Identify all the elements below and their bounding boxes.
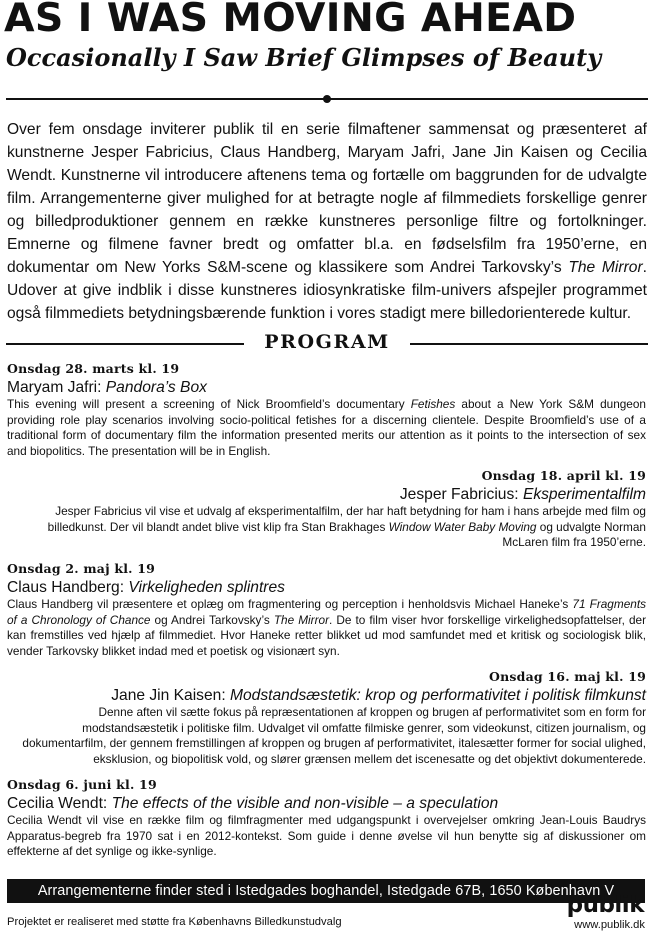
event-description [7,705,646,767]
divider-dot-icon [323,95,331,103]
intro-text-part2: . Udover at give indblik i disse kunstneres idiosynkratiske film-univers afspejler programmet også filmmediets betydningsbærende funktion i vores stadigt mere billedorienterede kultur. [7,259,647,322]
event-film-title: Fetishes [410,397,456,411]
event-film-title: Window Water Baby Moving [388,519,537,534]
event-text: This evening will present a screening of Nick Broomfield’s documentary [7,397,411,411]
website-link[interactable]: www.publik.dk [574,919,645,931]
event-date: Onsdag 16. maj kl. 19 [489,669,646,684]
event-description [7,813,646,860]
event-heading [7,794,646,813]
intro-text-part1: Over fem onsdage inviterer publik til en serie filmaftener sammensat og præsenteret af kunstnerne Jesper Fabricius, Claus Handberg, Maryam Jafri, Jane Jin Kaisen og Cecilia Wendt. Kunstnerne vil introducere aftenens tema og fortælle om baggrunden for de udvalgte film. Arrangementerne giver mulighed for at betragte nogle af filmmediets forskellige genrer og billedproduktioner gennem en række kunstneres personlige filtre og fortolkninger. Emnerne og filmene favner bredt og omfatter bl.a. en fødselsfilm fra 1950’erne, en dokumentar om New Yorks S&M-scene og klassikere som Andrei Tarkovsky’s [7,121,647,276]
event-text: og udvalgte Norman McLaren film fra 1950’erne. [502,519,646,550]
event-title: Eksperimentalfilm [522,486,646,503]
event-text: Cecilia Wendt vil vise en række film og filmfragmenter med udgangspunkt i overvejelser omkring Jean-Louis Baudrys Apparatus-begreb fra 1970 sat i en 2012-kontekst. Som guide i denne øvelse vil hun benytte sig af diskussioner om effekterne af det synlige og ikke-synlige. [7,813,646,859]
event-cecilia-wendt [7,776,646,860]
event-text: Denne aften vil sætte fokus på repræsentationen af kroppen og brugen af performativitet som en form for modstandsæstetik i politiske film. Udvalget vil omfatte filmiske genrer, som videokunst, citizen journalism, og dokumentarfilm, der gennem fremstillingen af kroppen og brugen af performativitet, italesætter former for social ulighed, eksklusion, og biopolitisk vold, og slører grænsen mellem det iscenesatte og det objektivt dokumenterede. [22,705,646,766]
event-text: about a New York S&M dungeon providing role play scenarios involving socio-political fetishes for a discerning clientele. Despite Broomfield’s use of a traditional form of documentary film the information presented merits our attention as it points to the intersection of sex and biopolitics. The presentation will be in English. [7,397,646,458]
event-title: Modstandsæstetik: krop og performativitet i politisk filmkunst [230,687,646,704]
event-date: Onsdag 28. marts kl. 19 [7,361,180,376]
event-description [7,504,646,551]
program-heading [6,333,648,353]
event-text: Claus Handberg vil præsentere et oplæg om fragmentering og perception i henholdsvis Michael Haneke’s [7,597,573,611]
event-description [7,397,646,459]
support-credit: Projektet er realiseret med støtte fra Københavns Billedkunstudvalg [7,916,342,928]
event-heading [7,485,646,504]
event-artist: Cecilia Wendt: [7,795,112,812]
event-description [7,597,646,659]
intro-film-title: The Mirror [568,259,643,276]
event-jesper-fabricius [7,467,646,551]
event-film-title: 71 Fragments of a Chronology of Chance [7,597,646,627]
event-artist: Maryam Jafri: [7,379,106,396]
event-text: . De to film viser hvor forskellige virkelighedsopfattelser, der kan fremstilles ved hjælp af filmmediet. Hvor Haneke retter blikket ud mod samfundet med et kritisk og sociologisk blik, vender Tarkovsky blikket indad med et poetisk og visionært syn. [7,612,647,658]
event-claus-handberg [7,560,646,659]
event-heading [7,686,646,705]
event-heading [7,578,646,597]
event-title: Pandora’s Box [105,379,207,396]
location-bar: Arrangementerne finder sted i Istedgades boghandel, Istedgade 67B, 1650 København V [7,879,645,903]
program-rule-right [410,343,648,345]
event-artist: Jesper Fabricius: [399,486,523,503]
event-jane-jin-kaisen [7,668,646,767]
event-title: Virkeligheden splintres [128,579,285,596]
event-title: The effects of the visible and non-visible – a speculation [111,795,499,812]
event-heading [7,378,646,397]
event-date: Onsdag 6. juni kl. 19 [7,777,157,792]
event-artist: Jane Jin Kaisen: [111,687,230,704]
program-label: PROGRAM [264,331,390,353]
poster-title: AS I WAS MOVING AHEAD [4,0,577,41]
event-film-title: The Mirror [273,612,329,627]
poster-subtitle: Occasionally I Saw Brief Glimpses of Beauty [6,43,602,72]
event-artist: Claus Handberg: [7,579,129,596]
event-text: og Andrei Tarkovsky’s [150,612,274,627]
intro-paragraph [7,118,647,325]
event-maryam-jafri [7,360,646,459]
event-text: Jesper Fabricius vil vise et udvalg af eksperimentalfilm, der har haft betydning for ham i hans arbejde med film og billedkunst. Der vil blandt andet blive vist klip fra Stan Brakhages [47,504,646,534]
event-date: Onsdag 18. april kl. 19 [481,468,646,483]
publik-logo: publik [566,892,644,918]
divider-rule [6,98,648,100]
event-date: Onsdag 2. maj kl. 19 [7,561,156,576]
